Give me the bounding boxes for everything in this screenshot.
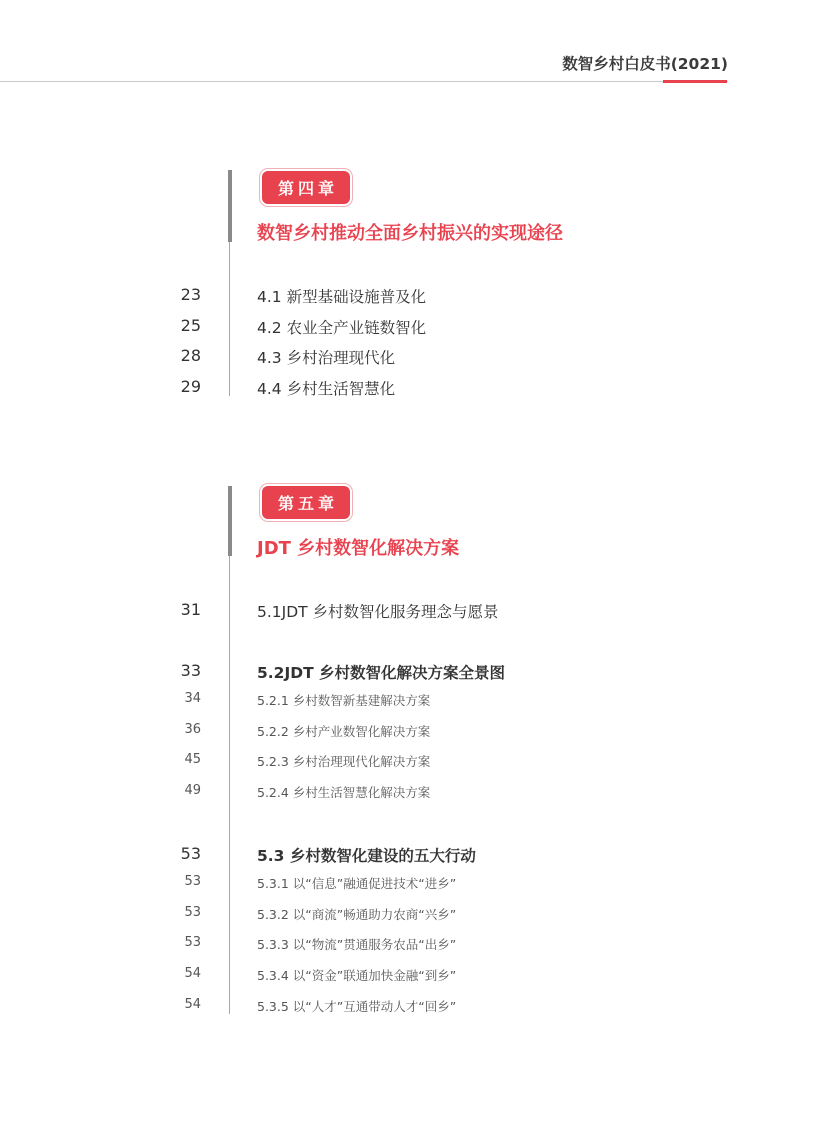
toc-subentry[interactable]: 5.2.2 乡村产业数智化解决方案 <box>257 724 431 739</box>
toc-subentry[interactable]: 5.3.5 以“人才”互通带动人才“回乡” <box>257 999 457 1014</box>
chapter5-heading-bar <box>228 486 232 556</box>
chapter4-badge: 第四章 <box>262 171 350 204</box>
toc-subentry[interactable]: 5.3.2 以“商流”畅通助力农商“兴乡” <box>257 907 457 922</box>
chapter4-heading-bar <box>228 170 232 242</box>
header-accent-bar <box>663 80 727 83</box>
toc-entry-page[interactable]: 31 <box>180 600 201 619</box>
toc-entry[interactable]: 4.4 乡村生活智慧化 <box>257 380 396 398</box>
toc-subentry-page[interactable]: 53 <box>184 935 201 950</box>
toc-entry[interactable]: 5.1JDT 乡村数智化服务理念与愿景 <box>257 603 499 621</box>
toc-subentry-page[interactable]: 54 <box>184 966 201 981</box>
header-title: 数智乡村白皮书(2021) <box>562 55 728 73</box>
toc-subentry[interactable]: 5.3.3 以“物流”贯通服务农品“出乡” <box>257 937 457 952</box>
toc-entry-page[interactable]: 53 <box>180 844 201 863</box>
toc-subentry-page[interactable]: 54 <box>184 997 201 1012</box>
toc-entry[interactable]: 4.2 农业全产业链数智化 <box>257 319 427 337</box>
toc-subentry[interactable]: 5.2.4 乡村生活智慧化解决方案 <box>257 785 431 800</box>
toc-subentry-page[interactable]: 49 <box>184 783 201 798</box>
toc-entry-page[interactable]: 28 <box>180 346 201 365</box>
toc-entry[interactable]: 5.3 乡村数智化建设的五大行动 <box>257 847 476 865</box>
chapter5-title: JDT 乡村数智化解决方案 <box>257 538 460 559</box>
toc-subentry[interactable]: 5.3.1 以“信息”融通促进技术“进乡” <box>257 876 457 891</box>
header-divider <box>0 81 728 82</box>
toc-entry-page[interactable]: 29 <box>180 377 201 396</box>
toc-subentry-page[interactable]: 53 <box>184 874 201 889</box>
toc-subentry-page[interactable]: 53 <box>184 905 201 920</box>
chapter5-toc-rule <box>229 486 230 1014</box>
toc-entry[interactable]: 5.2JDT 乡村数智化解决方案全景图 <box>257 664 506 682</box>
toc-entry-page[interactable]: 33 <box>180 661 201 680</box>
toc-subentry[interactable]: 5.2.1 乡村数智新基建解决方案 <box>257 693 431 708</box>
toc-entry[interactable]: 4.1 新型基础设施普及化 <box>257 288 427 306</box>
chapter4-title: 数智乡村推动全面乡村振兴的实现途径 <box>257 223 563 244</box>
toc-subentry-page[interactable]: 45 <box>184 752 201 767</box>
chapter5-badge: 第五章 <box>262 486 350 519</box>
toc-entry-page[interactable]: 25 <box>180 316 201 335</box>
toc-subentry[interactable]: 5.2.3 乡村治理现代化解决方案 <box>257 754 431 769</box>
toc-entry-page[interactable]: 23 <box>180 285 201 304</box>
toc-subentry[interactable]: 5.3.4 以“资金”联通加快金融“到乡” <box>257 968 457 983</box>
toc-subentry-page[interactable]: 34 <box>184 691 201 706</box>
toc-entry[interactable]: 4.3 乡村治理现代化 <box>257 349 396 367</box>
toc-subentry-page[interactable]: 36 <box>184 722 201 737</box>
